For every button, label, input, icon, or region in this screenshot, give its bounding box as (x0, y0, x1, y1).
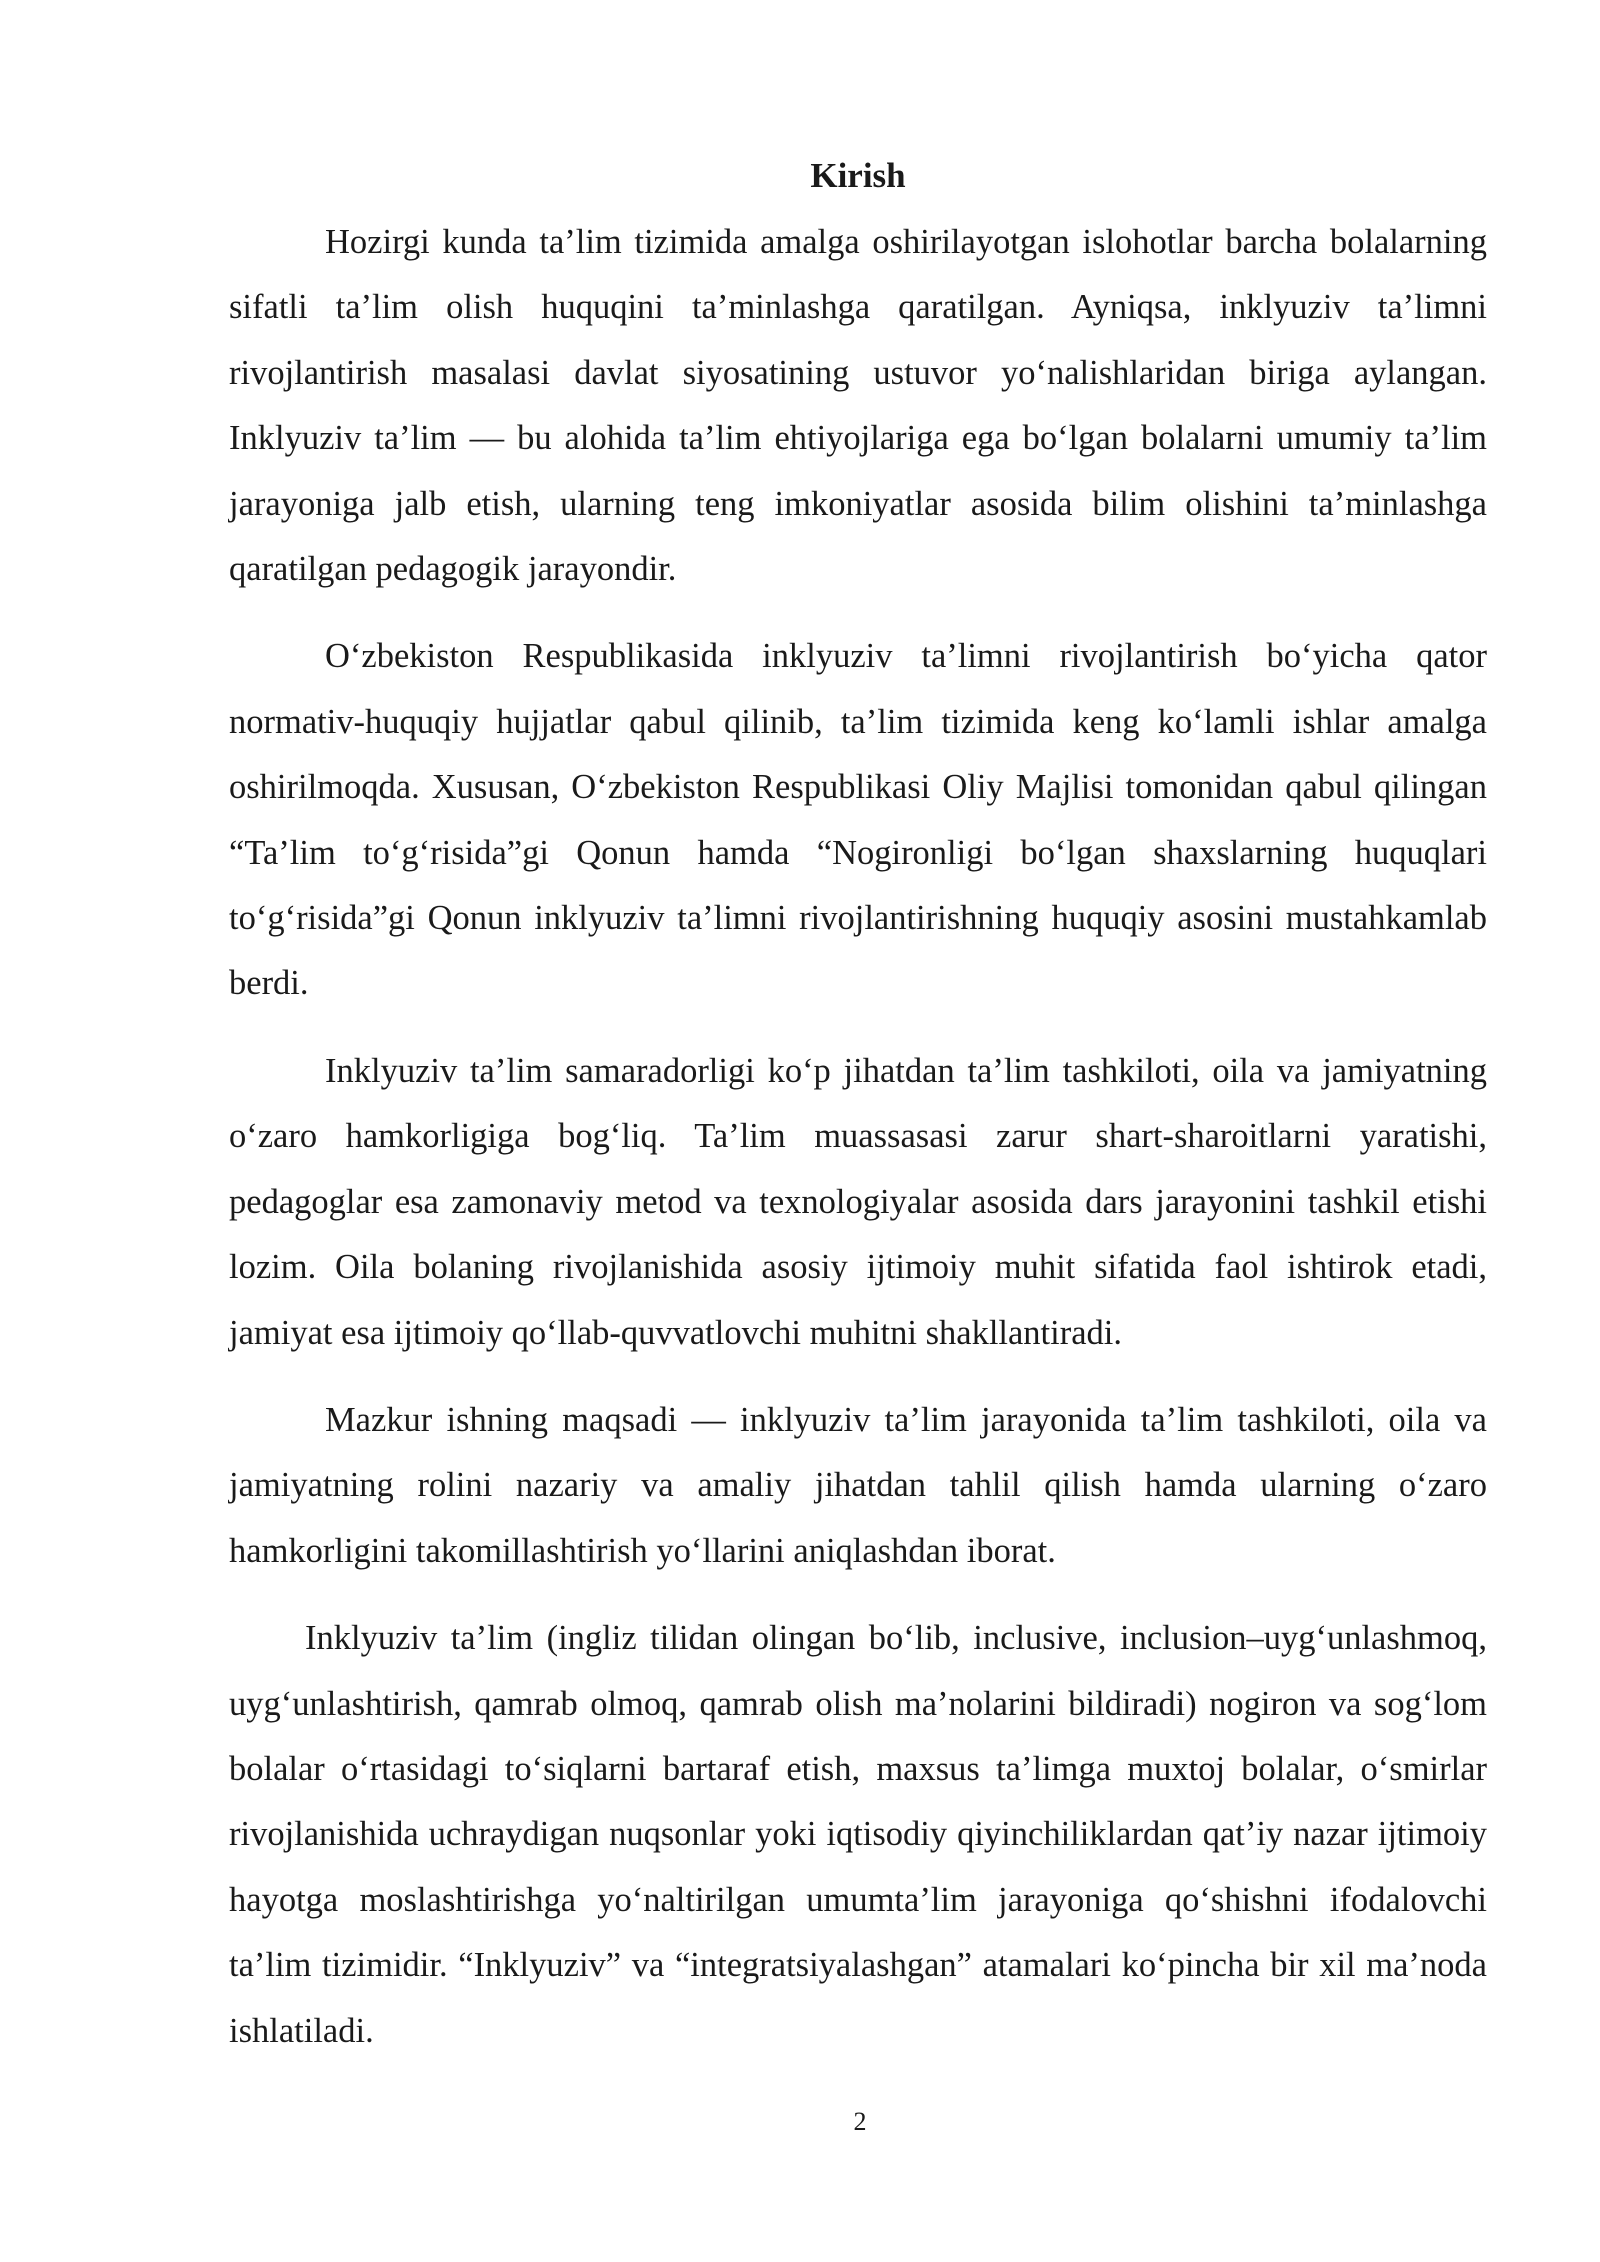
page-title: Kirish (810, 156, 906, 195)
page-number: 2 (853, 2107, 867, 2136)
paragraph-definition: Inklyuziv ta’lim (ingliz tilidan olingan bo‘lib, inclusive, inclusion–uyg‘unlashmoq, uyg‘unlashtirish, qamrab olmoq, qamrab olish ma’nolarini bildiradi) nogiron va sog‘lom bolalar o‘rtasidagi to‘siqlarni bartaraf etish, maxsus ta’limga muxtoj bolalar, o‘smirlar rivojlanishida uchraydigan nuqsonlar yoki iqtisodiy qiyinchiliklardan qat’iy nazar ijtimoiy hayotga moslashtirishga yo‘naltirilgan umumta’lim jarayoniga qo‘shishni ifodalovchi ta’lim tizimidir. “Inklyuziv” va “integratsiyalashgan” atamalari ko‘pincha bir xil ma’noda ishlatiladi. (229, 1619, 1487, 2050)
paragraph-intro: Hozirgi kunda ta’lim tizimida amalga oshirilayotgan islohotlar barcha bolalarning sifatli ta’lim olish huquqini ta’minlashga qaratilgan. Ayniqsa, inklyuziv ta’limni rivojlantirish masalasi davlat siyosatining ustuvor yo‘nalishlaridan biriga aylangan. Inklyuziv ta’lim — bu alohida ta’lim ehtiyojlariga ega bo‘lgan bolalarni umumiy ta’lim jarayoniga jalb etish, ularning teng imkoniyatlar asosida bilim olishini ta’minlashga qaratilgan pedagogik jarayondir. (229, 223, 1487, 589)
paragraph-cooperation: Inklyuziv ta’lim samaradorligi ko‘p jihatdan ta’lim tashkiloti, oila va jamiyatning o‘zaro hamkorligiga bog‘liq. Ta’lim muassasasi zarur shart-sharoitlarni yaratishi, pedagoglar esa zamonaviy metod va texnologiyalar asosida dars jarayonini tashkil etishi lozim. Oila bolaning rivojlanishida asosiy ijtimoiy muhit sifatida faol ishtirok etadi, jamiyat esa ijtimoiy qo‘llab-quvvatlovchi muhitni shakllantiradi. (229, 1051, 1487, 1352)
paragraph-legal-basis: O‘zbekiston Respublikasida inklyuziv ta’limni rivojlantirish bo‘yicha qator normativ-huquqiy hujjatlar qabul qilinib, ta’lim tizimida keng ko‘lamli ishlar amalga oshirilmoqda. Xususan, O‘zbekiston Respublikasi Oliy Majlisi tomonidan qabul qilingan “Ta’lim to‘g‘risida”gi Qonun hamda “Nogironligi bo‘lgan shaxslarning huquqlari to‘g‘risida”gi Qonun inklyuziv ta’limni rivojlantirishning huquqiy asosini mustahkamlab berdi. (229, 637, 1487, 1003)
document-body (229, 150, 1487, 2064)
paragraph-goal: Mazkur ishning maqsadi — inklyuziv ta’lim jarayonida ta’lim tashkiloti, oila va jamiyatning rolini nazariy va amaliy jihatdan tahlil qilish hamda ularning o‘zaro hamkorligini takomillashtirish yo‘llarini aniqlashdan iborat. (229, 1400, 1487, 1570)
